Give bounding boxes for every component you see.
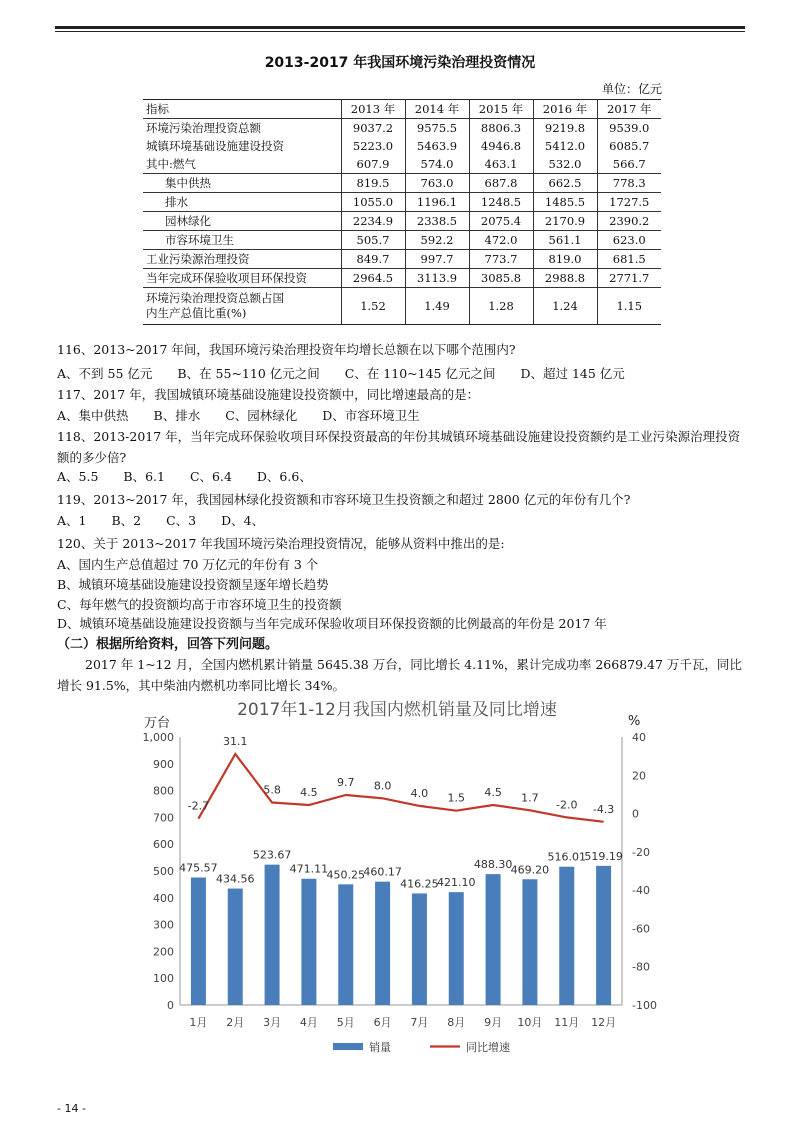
x-tick-label: 10月 [517, 1016, 543, 1029]
sales-bar [522, 879, 537, 1005]
table-cell: 463.1 [469, 155, 533, 174]
legend-bar-label: 销量 [369, 1041, 391, 1054]
growth-point-label: 4.0 [410, 786, 429, 800]
table-cell: 2988.8 [533, 269, 597, 288]
table-cell: 1485.5 [533, 193, 597, 212]
sales-bar-labels [179, 849, 623, 891]
table-cell: 9219.8 [533, 119, 597, 138]
table-cell: 1196.1 [405, 193, 469, 212]
table-cell: 505.7 [341, 231, 405, 250]
sales-bar-label: 471.11 [289, 862, 329, 876]
y-right-tick-label: -80 [632, 960, 650, 974]
column-header: 2017 年 [597, 100, 661, 119]
column-header: 2015 年 [469, 100, 533, 119]
sales-bar [338, 884, 353, 1005]
column-header: 指标 [143, 100, 341, 119]
row-label: 环境污染治理投资总额 [143, 119, 341, 138]
growth-point-label: 1.5 [447, 791, 465, 805]
sales-bar-label: 450.25 [326, 868, 365, 882]
y-left-tick-label: 600 [153, 838, 174, 852]
row-label: 工业污染源治理投资 [143, 250, 341, 269]
header-rule-thick [55, 26, 745, 29]
x-tick-label: 12月 [591, 1016, 617, 1029]
sales-bar-label: 421.10 [437, 876, 476, 890]
table-row [143, 174, 661, 193]
column-header: 2013 年 [341, 100, 405, 119]
table-cell: 849.7 [341, 250, 405, 269]
table-row [143, 212, 661, 231]
growth-point-label: 4.5 [484, 785, 502, 799]
table-cell: 592.2 [405, 231, 469, 250]
table-cell: 997.7 [405, 250, 469, 269]
y-left-tick-label: 0 [167, 999, 174, 1012]
row-label [143, 288, 341, 325]
question-116: 116、2013~2017 年间，我国环境污染治理投资年均增长总额在以下哪个范围内? [57, 342, 516, 357]
table-cell: 1248.5 [469, 193, 533, 212]
y-axis-left-label: 万台 [144, 716, 171, 731]
table-cell: 2771.7 [597, 269, 661, 288]
table-row [143, 119, 661, 138]
growth-point-label: 4.5 [300, 785, 318, 799]
row-label-line: 内生产总值比重(%) [146, 306, 247, 320]
y-axis-left-ticks [143, 731, 175, 1012]
growth-point-label: -4.3 [592, 802, 615, 816]
header-rule-thin [55, 31, 745, 32]
table-cell: 1.24 [533, 288, 597, 325]
y-axis-right-label: % [628, 714, 641, 729]
growth-line [198, 754, 603, 822]
y-left-tick-label: 200 [153, 945, 174, 959]
table-cell: 819.0 [533, 250, 597, 269]
x-tick-label: 11月 [554, 1016, 580, 1029]
question-120-option-b: B、城镇环境基础设施建设投资额呈逐年增长趋势 [57, 577, 329, 592]
table-cell: 1.49 [405, 288, 469, 325]
column-header: 2016 年 [533, 100, 597, 119]
question-118: 118、2013-2017 年，当年完成环保验收项目环保投资最高的年份其城镇环境基础设施建设投资额约是工业污染源治理投资额的多少倍? [57, 429, 741, 465]
sales-bar-label: 434.56 [216, 872, 255, 886]
table-cell: 3113.9 [405, 269, 469, 288]
sales-bar [265, 865, 280, 1005]
table-cell: 6085.7 [597, 137, 661, 155]
legend-bar-swatch [333, 1043, 363, 1050]
table-cell: 2234.9 [341, 212, 405, 231]
table-cell: 1727.5 [597, 193, 661, 212]
table-cell: 2170.9 [533, 212, 597, 231]
sales-bar [449, 892, 464, 1005]
y-left-tick-label: 400 [153, 891, 174, 905]
table-cell: 687.8 [469, 174, 533, 193]
legend-line-label: 同比增速 [466, 1041, 510, 1054]
table-cell: 662.5 [533, 174, 597, 193]
growth-point-label: 8.0 [373, 779, 392, 793]
x-tick-label: 6月 [373, 1016, 392, 1029]
table-row [143, 231, 661, 250]
sales-bar-label: 516.01 [547, 850, 586, 864]
row-label: 城镇环境基础设施建设投资 [143, 137, 341, 155]
growth-point-label: -2.7 [187, 799, 210, 813]
sales-bar [228, 889, 243, 1005]
table-header-row [143, 100, 661, 119]
row-label: 其中:燃气 [143, 155, 341, 174]
y-right-tick-label: -60 [632, 922, 650, 936]
table-cell: 681.5 [597, 250, 661, 269]
table-cell: 566.7 [597, 155, 661, 174]
table-cell: 5223.0 [341, 137, 405, 155]
y-left-tick-label: 800 [153, 784, 174, 798]
section-heading: （二）根据所给资料，回答下列问题。 [57, 637, 279, 652]
table-cell: 778.3 [597, 174, 661, 193]
question-120-option-c: C、每年燃气的投资额均高于市容环境卫生的投资额 [57, 597, 342, 612]
table-cell: 773.7 [469, 250, 533, 269]
row-label: 当年完成环保验收项目环保投资 [143, 269, 341, 288]
table-cell: 2964.5 [341, 269, 405, 288]
y-left-tick-label: 1,000 [142, 731, 174, 744]
question-116-options: A、不到 55 亿元 B、在 55~110 亿元之间 C、在 110~145 亿元之间 D、超过 145 亿元 [57, 366, 625, 381]
x-tick-label: 4月 [299, 1016, 318, 1029]
table-cell: 472.0 [469, 231, 533, 250]
table-cell: 2390.2 [597, 212, 661, 231]
question-117-options: A、集中供热 B、排水 C、园林绿化 D、市容环境卫生 [57, 408, 420, 423]
sales-bar [412, 893, 427, 1005]
table-row [143, 137, 661, 155]
sales-bar-label: 460.17 [363, 865, 402, 879]
page-number: - 14 - [57, 1102, 86, 1115]
table-cell: 1.15 [597, 288, 661, 325]
table-cell: 3085.8 [469, 269, 533, 288]
sales-bar-label: 416.25 [400, 877, 439, 891]
table-cell: 1.28 [469, 288, 533, 325]
question-117: 117、2017 年，我国城镇环境基础设施建设投资额中，同比增速最高的是： [57, 387, 480, 402]
table-cell: 4946.8 [469, 137, 533, 155]
table-row [143, 269, 661, 288]
legend [333, 1040, 510, 1054]
investment-table [143, 99, 661, 325]
sales-bar [301, 879, 316, 1005]
sales-bar [559, 867, 574, 1005]
intro-paragraph: 2017 年 1~12 月，全国内燃机累计销量 5645.38 万台，同比增长 4.11%，累计完成功率 266879.47 万千瓦，同比增长 91.5%，其中柴油内燃机功率同比增长 34%。 [57, 657, 742, 693]
table-cell: 574.0 [405, 155, 469, 174]
table-title: 2013-2017 年我国环境污染治理投资情况 [264, 55, 536, 71]
table-cell: 1.52 [341, 288, 405, 325]
sales-bar-label: 488.30 [473, 858, 513, 872]
growth-point-label: 5.8 [263, 783, 281, 797]
table-cell: 5463.9 [405, 137, 469, 155]
table-cell: 9575.5 [405, 119, 469, 138]
engine-sales-chart [0, 692, 800, 1062]
y-left-tick-label: 100 [153, 972, 174, 986]
x-tick-label: 1月 [189, 1016, 208, 1029]
table-cell: 8806.3 [469, 119, 533, 138]
question-120-option-d: D、城镇环境基础设施建设投资额与当年完成环保验收项目环保投资额的比例最高的年份是 2017 年 [57, 616, 607, 631]
x-tick-label: 2月 [226, 1016, 245, 1029]
sales-bar-label: 523.67 [252, 848, 292, 862]
x-tick-label: 3月 [263, 1016, 282, 1029]
table-cell: 532.0 [533, 155, 597, 174]
x-tick-label: 7月 [410, 1016, 429, 1029]
sales-bar [596, 866, 611, 1005]
row-label: 排水 [143, 193, 341, 212]
x-tick-label: 8月 [447, 1016, 466, 1029]
sales-bar-label: 475.57 [179, 861, 218, 875]
y-right-tick-label: -20 [632, 845, 650, 859]
table-cell: 819.5 [341, 174, 405, 193]
row-label: 集中供热 [143, 174, 341, 193]
sales-bar [375, 882, 390, 1005]
table-unit: 单位：亿元 [601, 82, 662, 96]
y-right-tick-label: -100 [632, 999, 657, 1012]
chart-title: 2017年1-12月我国内燃机销量及同比增速 [237, 700, 557, 720]
y-left-tick-label: 300 [153, 918, 174, 932]
table-row [143, 193, 661, 212]
row-label-line: 环境污染治理投资总额占国 [146, 291, 284, 305]
table-cell: 9037.2 [341, 119, 405, 138]
row-label: 市容环境卫生 [143, 231, 341, 250]
table-cell: 9539.0 [597, 119, 661, 138]
y-left-tick-label: 700 [153, 811, 174, 825]
y-right-tick-label: -40 [632, 884, 650, 898]
x-tick-label: 9月 [484, 1016, 503, 1029]
sales-bar-label: 469.20 [510, 863, 550, 877]
y-left-tick-label: 900 [153, 757, 174, 771]
y-left-tick-label: 500 [153, 865, 174, 878]
y-right-tick-label: 0 [632, 807, 639, 821]
table-row [143, 288, 661, 325]
table-row [143, 155, 661, 174]
column-header: 2014 年 [405, 100, 469, 119]
question-120: 120、关于 2013~2017 年我国环境污染治理投资情况，能够从资料中推出的是: [57, 536, 505, 551]
row-label: 园林绿化 [143, 212, 341, 231]
question-119: 119、2013~2017 年，我国园林绿化投资额和市容环境卫生投资额之和超过 2800 亿元的年份有几个? [57, 492, 631, 507]
question-119-options: A、1 B、2 C、3 D、4、 [57, 513, 265, 528]
table-cell: 2338.5 [405, 212, 469, 231]
growth-point-label: 1.7 [521, 791, 539, 805]
y-right-tick-label: 20 [632, 769, 646, 783]
table-cell: 1055.0 [341, 193, 405, 212]
table-cell: 5412.0 [533, 137, 597, 155]
table-cell: 623.0 [597, 231, 661, 250]
sales-bar [191, 878, 206, 1005]
y-right-tick-label: 40 [632, 731, 646, 744]
sales-bar-label: 519.19 [584, 849, 623, 863]
table-cell: 607.9 [341, 155, 405, 174]
growth-point-label: 31.1 [223, 735, 248, 749]
sales-bar [486, 874, 501, 1005]
y-axis-right-ticks [632, 731, 657, 1012]
growth-point-label: -2.0 [556, 798, 578, 812]
table-cell: 2075.4 [469, 212, 533, 231]
question-118-options: A、5.5 B、6.1 C、6.4 D、6.6、 [57, 469, 312, 484]
growth-point-label: 9.7 [337, 776, 355, 790]
x-axis-ticks [189, 1016, 616, 1029]
table-row [143, 250, 661, 269]
x-tick-label: 5月 [336, 1016, 355, 1029]
table-cell: 763.0 [405, 174, 469, 193]
question-120-option-a: A、国内生产总值超过 70 万亿元的年份有 3 个 [57, 557, 319, 572]
table-cell: 561.1 [533, 231, 597, 250]
